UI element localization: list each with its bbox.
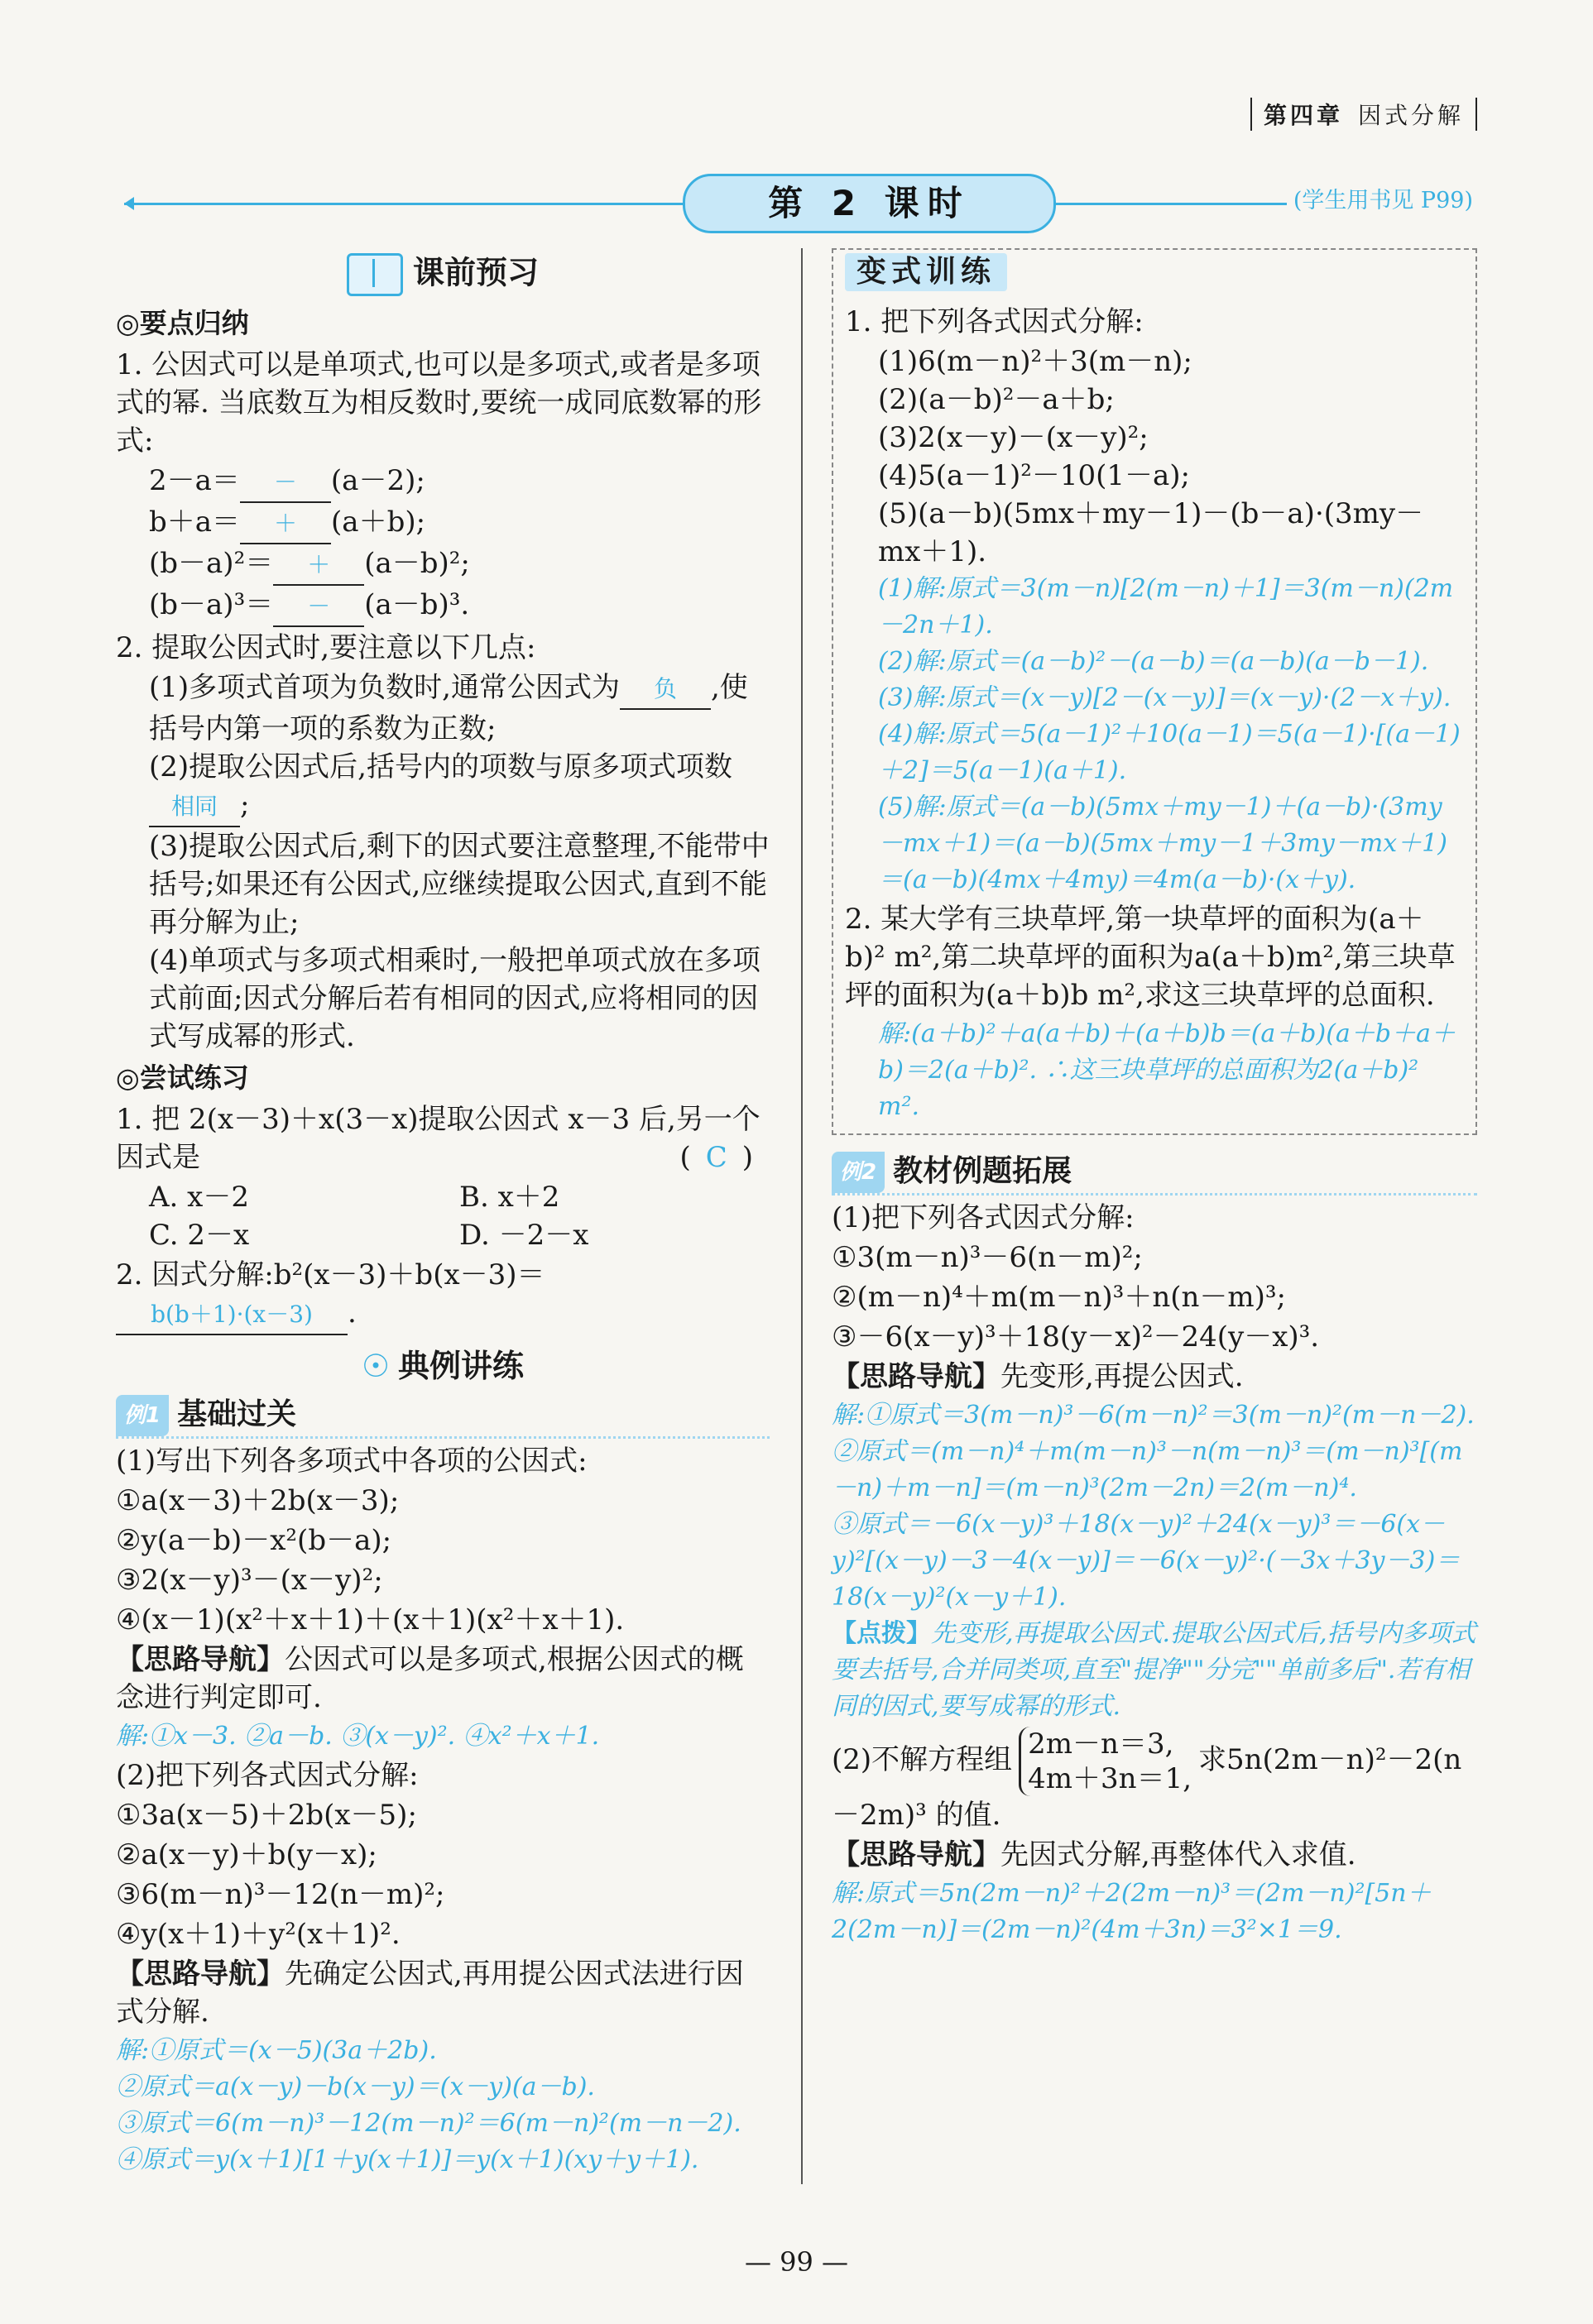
list-item: (1)6(m－n)²＋3(m－n); [878,345,1192,378]
fill-blank: － [273,587,364,627]
list-item: ③－6(x－y)³＋18(y－x)²－24(y－x)³. [832,1320,1320,1354]
kp2-item-1: (1)多项式首项为负数时,通常公因式为 负 ,使括号内第一项的系数为正数; [149,671,748,745]
lesson-title: 第 2 课时 [683,174,1056,233]
chapter-topic: 因式分解 [1357,102,1464,129]
fill-blank: ＋ [240,505,331,544]
lesson-title-bar [124,174,1473,232]
list-item: (2)(a－b)²－a＋b; [878,383,1115,416]
answer-text: (1)解:原式＝3(m－n)[2(m－n)＋1]＝3(m－n)(2m－2n＋1). [878,574,1454,640]
example-2-header: 例2 教材例题拓展 [832,1152,1477,1196]
fill-blank: b(b＋1)·(x－3) [116,1296,348,1335]
guide-text: 【思路导航】先确定公因式,再用提公因式法进行因式分解. [116,1957,744,2029]
kp1-line: (b－a)³＝ － (a－b)³. [116,586,770,627]
kp2-item-2: (2)提取公因式后,括号内的项数与原多项式项数相同 ; [116,748,770,827]
answer-text: ③原式＝－6(x－y)³＋18(x－y)²＋24(x－y)³＝－6(x－y)²[(x－y)－3－4(x－y)]＝－6(x－y)²·(－3x＋3y－3)＝18(x－y)²(x－y＋1). [832,1510,1461,1612]
answer-text: 解:①原式＝(x－5)(3a＋2b). [116,2036,437,2065]
key-points-title: ◎要点归纳 [116,307,249,339]
chapter-label: 第四章 [1263,102,1343,129]
answer-text: (4)解:原式＝5(a－1)²＋10(a－1)＝5(a－1)·[(a－1)＋2]＝5(a－1)(a＋1). [878,720,1461,785]
ex2-question-2: (2)不解方程组 2m－n＝3, 4m＋3n＝1,求5n(2m－n)²－2(n－2m)³ 的值. [832,1727,1462,1832]
preview-section-title: 课前预习 [116,253,770,296]
answer-text: (3)解:原式＝(x－y)[2－(x－y)]＝(x－y)·(2－x＋y). [878,683,1451,712]
list-item: ②(m－n)⁴＋m(m－n)³＋n(n－m)³; [832,1281,1286,1314]
try-title: ◎尝试练习 [116,1061,249,1094]
answer-text: ④原式＝y(x＋1)[1＋y(x＋1)]＝y(x＋1)(xy＋y＋1). [116,2145,699,2174]
choice-options [116,1178,770,1254]
example-1-header: 例1 基础过关 [116,1395,770,1439]
answer-text: ③原式＝6(m－n)³－12(m－n)²＝6(m－n)²(m－n－2). [116,2109,741,2138]
answer-text: (5)解:原式＝(a－b)(5mx＋my－1)＋(a－b)·(3my－mx＋1)＝(a－b)(5mx＋my－1＋3my－mx＋1)＝(a－b)(4mx＋4my)＝4m(a－b)·(x＋y). [878,793,1447,894]
list-item: ①3a(x－5)＋2b(x－5); [116,1799,417,1832]
example-tag: 例1 [116,1395,169,1436]
column-divider [801,248,803,2184]
choice-option: A. x－2 [149,1181,249,1214]
key-point-2: 2. 提取公因式时,要注意以下几点: [116,631,536,664]
list-item: ②y(a－b)－x²(b－a); [116,1524,392,1557]
variant-practice-box [832,248,1477,1135]
kp1-line: b＋a＝ ＋ (a＋b); [116,503,770,544]
list-item: ②a(x－y)＋b(y－x); [116,1838,377,1871]
try-question-2: 2. 因式分解:b²(x－3)＋b(x－3)＝b(b＋1)·(x－3) . [116,1256,770,1335]
answer-text: 解:原式＝5n(2m－n)²＋2(2m－n)³＝(2m－n)²[5n＋2(2m－n)]＝(2m－n)²(4m＋3n)＝3²×1＝9. [832,1879,1432,1944]
kp2-item-3: (3)提取公因式后,剩下的因式要注意整理,不能带中括号;如果还有公因式,应继续提取公因式,直到不能再分解为止; [149,830,770,939]
ex1-question-2: (2)把下列各式因式分解: [116,1759,419,1792]
list-item: ③6(m－n)³－12(n－m)²; [116,1878,445,1911]
list-item: ③2(x－y)³－(x－y)²; [116,1564,383,1597]
fill-blank: 负 [620,670,711,710]
answer-text: 解:(a＋b)²＋a(a＋b)＋(a＋b)b＝(a＋b)(a＋b＋a＋b)＝2(a＋b)². ∴这三块草坪的总面积为2(a＋b)² m². [878,1019,1456,1121]
try-question-1: 1. 把 2(x－3)＋x(3－x)提取公因式 x－3 后,另一个因式是 ( C ) [116,1100,770,1176]
left-column [116,248,770,2178]
answer-text: ②原式＝(m－n)⁴＋m(m－n)³－n(m－n)³＝(m－n)³[(m－n)＋m－n]＝(m－n)³(2m－2n)＝2(m－n)⁴. [832,1437,1463,1502]
guide-text: 【思路导航】公因式可以是多项式,根据公因式的概念进行判定即可. [116,1643,744,1714]
fill-blank: ＋ [273,546,364,586]
chapter-header [1250,98,1477,131]
equation-system: 2m－n＝3, 4m＋3n＝1, [1019,1727,1192,1796]
list-item: ①3(m－n)³－6(n－m)²; [832,1241,1143,1274]
choice-option: D. －2－x [459,1219,589,1252]
list-item: (5)(a－b)(5mx＋my－1)－(b－a)·(3my－mx＋1). [878,497,1424,568]
variant-question-2: 2. 某大学有三块草坪,第一块草坪的面积为(a＋b)² m²,第二块草坪的面积为a(a＋b)m²,第三块草坪的面积为(a＋b)b m²,求这三块草坪的总面积. [845,903,1456,1012]
key-point-1: 1. 公因式可以是单项式,也可以是多项式,或者是多项式的幂. 当底数互为相反数时,要统一成同底数幂的形式: [116,348,762,458]
example-tag: 例2 [832,1152,885,1193]
right-column [832,248,1477,1948]
choice-option: C. 2－x [149,1219,250,1252]
guide-text: 【思路导航】先因式分解,再整体代入求值. [832,1838,1356,1871]
answer-text: (2)解:原式＝(a－b)²－(a－b)＝(a－b)(a－b－1). [878,647,1429,676]
variant-question-1: 1. 把下列各式因式分解: [845,305,1144,338]
choice-option: B. x＋2 [459,1181,560,1214]
list-item: ①a(x－3)＋2b(x－3); [116,1484,400,1517]
list-item: (3)2(x－y)－(x－y)²; [878,421,1149,454]
list-item: ④(x－1)(x²＋x＋1)＋(x＋1)(x²＋x＋1). [116,1603,625,1636]
answer-text: ②原式＝a(x－y)－b(x－y)＝(x－y)(a－b). [116,2072,595,2101]
answer-bracket: ( C ) [679,1141,753,1174]
examples-section-title: ☉ 典例讲练 [361,1348,525,1384]
tip-text: 【点拨】先变形,再提取公因式.提取公因式后,括号内多项式要去括号,合并同类项,直至"提净""分完""单前多后".若有相同的因式,要写成幂的形式. [832,1619,1476,1721]
book-icon [347,253,403,296]
fill-blank: － [240,463,331,503]
fill-blank: 相同 [149,788,240,827]
list-item: (4)5(a－1)²－10(1－a); [878,459,1191,492]
guide-text: 【思路导航】先变形,再提公因式. [832,1360,1244,1393]
ex1-question-1: (1)写出下列各多项式中各项的公因式: [116,1445,588,1478]
list-item: ④y(x＋1)＋y²(x＋1)². [116,1918,401,1951]
kp2-item-4: (4)单项式与多项式相乘时,一般把单项式放在多项式前面;因式分解后若有相同的因式,应将相同的因式写成幂的形式. [149,944,761,1053]
student-book-ref: (学生用书见 P99) [1287,182,1473,214]
kp1-line: 2－a＝ － (a－2); [116,462,770,503]
page-number: — 99 — [744,2246,849,2278]
kp1-line: (b－a)²＝ ＋ (a－b)²; [116,544,770,586]
variant-title: 变式训练 [845,253,1007,291]
answer-text: 解:①x－3. ②a－b. ③(x－y)². ④x²＋x＋1. [116,1722,600,1751]
lightbulb-icon: ☉ [361,1348,391,1384]
answer-text: 解:①原式＝3(m－n)³－6(m－n)²＝3(m－n)²(m－n－2). [832,1401,1475,1430]
ex2-question-1: (1)把下列各式因式分解: [832,1201,1135,1234]
